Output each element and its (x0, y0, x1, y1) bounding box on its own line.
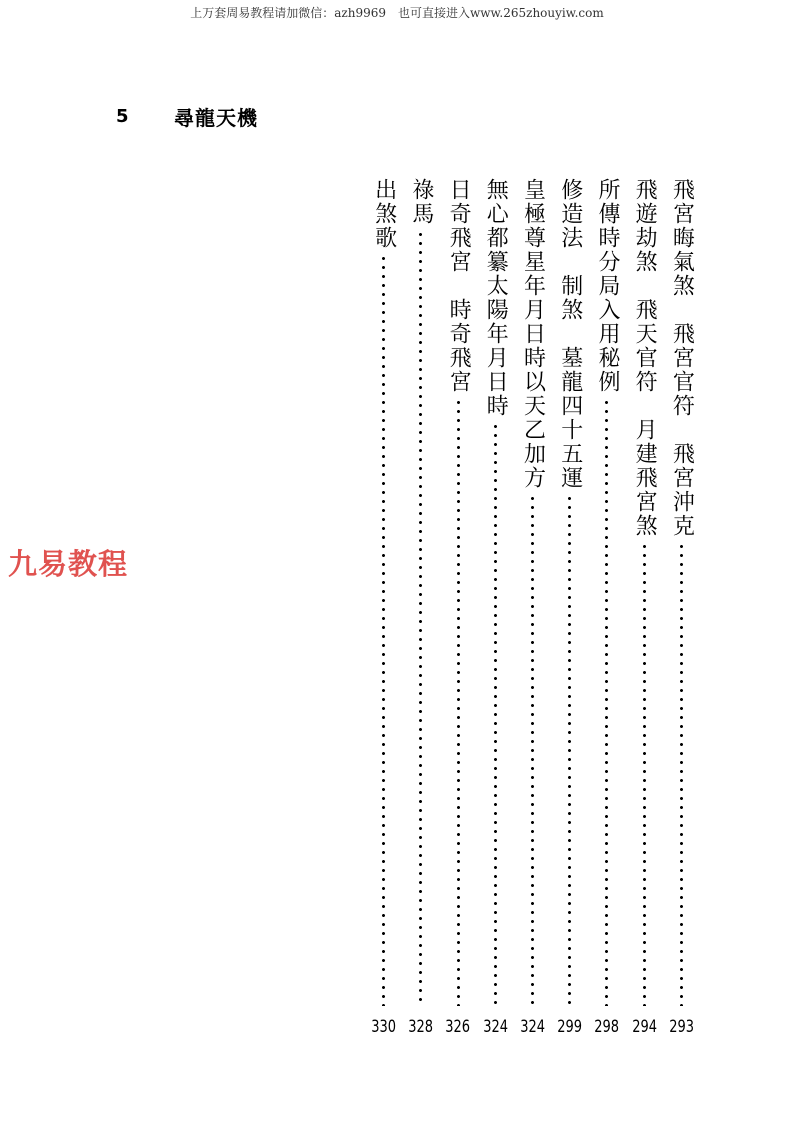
toc-entry[interactable] (439, 178, 476, 1038)
toc-entry[interactable] (477, 178, 514, 1038)
dot-leader (568, 494, 571, 1006)
watermark: 九易教程 (8, 547, 129, 581)
toc-entry-page: 328 (408, 1017, 434, 1037)
book-title: 尋龍天機 (174, 106, 258, 130)
toc-entry-title: 飛遊劫煞 飛天官符 月建飛宮煞 (632, 178, 658, 538)
table-of-contents (365, 178, 700, 1038)
dot-leader (382, 254, 385, 1006)
toc-entry[interactable] (626, 178, 663, 1038)
toc-entry-page: 294 (631, 1017, 657, 1037)
toc-entry-page: 330 (371, 1017, 397, 1037)
toc-entry[interactable] (551, 178, 588, 1038)
dot-leader (457, 398, 460, 1006)
toc-entry[interactable] (514, 178, 551, 1038)
toc-entry[interactable] (588, 178, 625, 1038)
dot-leader (531, 494, 534, 1006)
toc-entry[interactable] (402, 178, 439, 1038)
toc-entry-page: 298 (594, 1017, 620, 1037)
toc-entry-title: 祿馬 (408, 178, 434, 226)
header-banner: 上万套周易教程请加微信：azh9969 也可直接进入www.265zhouyiw.com (190, 6, 604, 20)
dot-leader (419, 230, 422, 1006)
dot-leader (643, 542, 646, 1006)
dot-leader (680, 542, 683, 1006)
toc-entry-title: 所傳時分局入用秘例 (594, 178, 620, 394)
toc-entry-page: 326 (445, 1017, 471, 1037)
toc-entry-title: 日奇飛宮 時奇飛宮 (446, 178, 472, 394)
page-number: 5 (116, 106, 129, 127)
toc-entry-page: 299 (557, 1017, 583, 1037)
toc-entry-title: 修造法 制煞 墓龍四十五運 (557, 178, 583, 490)
toc-entry-page: 324 (482, 1017, 508, 1037)
toc-entry[interactable] (663, 178, 700, 1038)
toc-entry-title: 飛宮晦氣煞 飛宮官符 飛宮沖克 (669, 178, 695, 538)
toc-entry-title: 皇極尊星年月日時以天乙加方 (520, 178, 546, 490)
toc-entry[interactable] (365, 178, 402, 1038)
toc-entry-page: 293 (668, 1017, 694, 1037)
toc-entry-title: 無心都纂太陽年月日時 (483, 178, 509, 418)
toc-entry-page: 324 (520, 1017, 545, 1037)
dot-leader (605, 398, 608, 1006)
dot-leader (494, 422, 497, 1006)
toc-entry-title: 出煞歌 (371, 178, 397, 250)
